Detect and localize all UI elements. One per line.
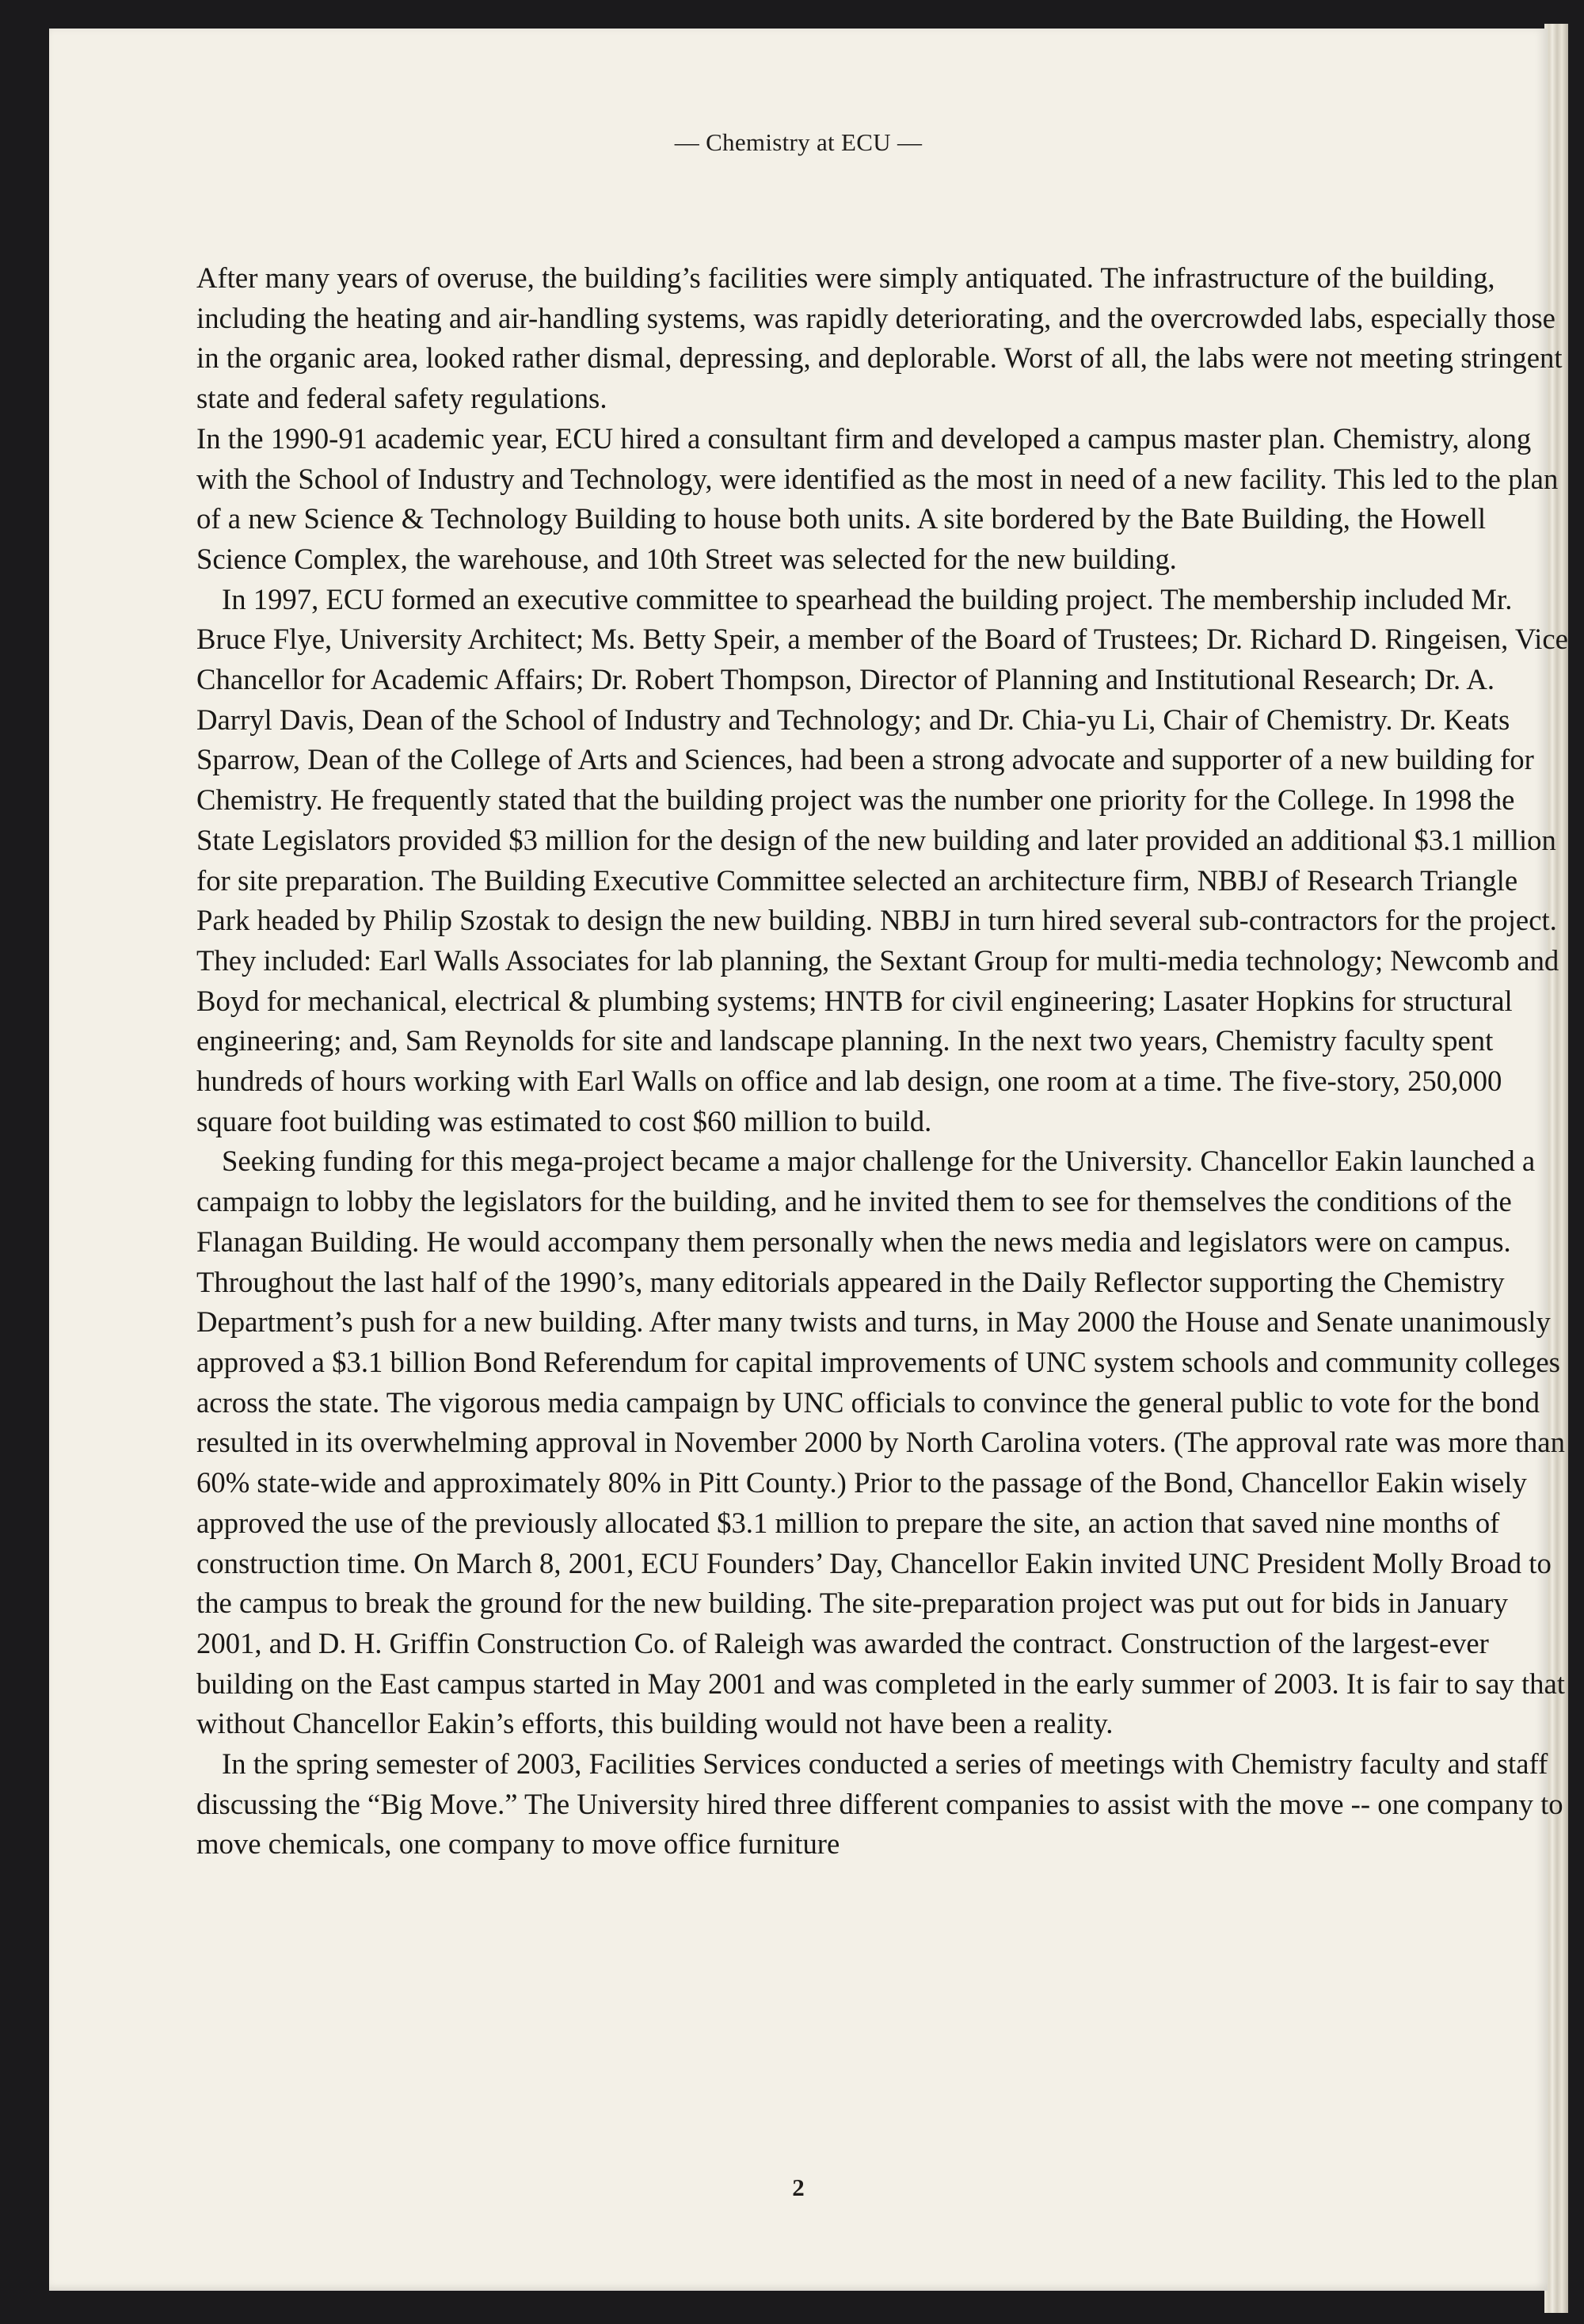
paragraph-2: In the 1990-91 academic year, ECU hired a consultant firm and developed a campus master plan. Chemistry, along with the School of Industry and Technology, were identified as the most in need of a new facility. This led to the plan of a new Science & Technology Building to house both units. A site bordered by the Bate Building, the Howell Science Complex, the warehouse, and 10th Street was selected for the new building. [196,421,1559,575]
book-page [49,29,1568,2291]
paragraph-5: In the spring semester of 2003, Facilities Services conducted a series of meetings with Chemistry faculty and staff discussing the “Big Move.” The University hired three different companies to assist with the move -- one company to move chemicals, one company to move office furniture [196,1747,1563,1861]
paragraph-1: After many years of overuse, the building’s facilities were simply antiquated. The infrastructure of the building, including the heating and air-handling systems, was rapidly deteriorating, and the overcrowded labs, especially those in the organic area, looked rather dismal, depressing, and deplorable. Worst of all, the labs were not meeting stringent state and federal safety regulations. [196,261,1563,415]
paragraph-3: In 1997, ECU formed an executive committee to spearhead the building project. The membership included Mr. Bruce Flye, University Architect; Ms. Betty Speir, a member of the Board of Trustees; Dr. Richard D. Ringeisen, Vice Chancellor for Academic Affairs; Dr. Robert Thompson, Director of Planning and Institutional Research; Dr. A. Darryl Davis, Dean of the School of Industry and Technology; and Dr. Chia-yu Li, Chair of Chemistry. Dr. Keats Sparrow, Dean of the College of Arts and Sciences, had been a strong advocate and supporter of a new building for Chemistry. He frequently stated that the building project was the number one priority for the College. In 1998 the State Legislators provided $3 million for the design of the new building and later provided an additional $3.1 million for site preparation. The Building Executive Committee selected an architecture firm, NBBJ of Research Triangle Park headed by Philip Szostak to design the new building. NBBJ in turn hired several sub-contractors for the project. They included: Earl Walls Associates for lab planning, the Sextant Group for multi-media technology; Newcomb and Boyd for mechanical, electrical & plumbing systems; HNTB for civil engineering; Lasater Hopkins for structural engineering; and, Sam Reynolds for site and landscape planning. In the next two years, Chemistry faculty spent hundreds of hours working with Earl Walls on office and lab design, one room at a time. The five-story, 250,000 square foot building was estimated to cost $60 million to build. [196,582,1568,1137]
page-number: 2 [792,2174,805,2201]
running-head: — Chemistry at ECU — [674,128,923,156]
paragraph-4: Seeking funding for this mega-project became a major challenge for the University. Chancellor Eakin launched a campaign to lobby the legislators for the building, and he invited them to see for themselves the conditions of the Flanagan Building. He would accompany them personally when the news media and legislators were on campus. Throughout the last half of the 1990’s, many editorials appeared in the Daily Reflector supporting the Chemistry Department’s push for a new building. After many twists and turns, in May 2000 the House and Senate unanimously approved a $3.1 billion Bond Referendum for capital improvements of UNC system schools and community colleges across the state. The vigorous media campaign by UNC officials to convince the general public to vote for the bond resulted in its overwhelming approval in November 2000 by North Carolina voters. (The approval rate was more than 60% state-wide and approximately 80% in Pitt County.) Prior to the passage of the Bond, Chancellor Eakin wisely approved the use of the previously allocated $3.1 million to prepare the site, an action that saved nine months of construction time. On March 8, 2001, ECU Founders’ Day, Chancellor Eakin invited UNC President Molly Broad to the campus to break the ground for the new building. The site-preparation project was put out for bids in January 2001, and D. H. Griffin Construction Co. of Raleigh was awarded the contract. Construction of the largest-ever building on the East campus started in May 2001 and was completed in the early summer of 2003. It is fair to say that without Chancellor Eakin’s efforts, this building would not have been a reality. [196,1145,1566,1740]
body-text [196,258,1574,1865]
